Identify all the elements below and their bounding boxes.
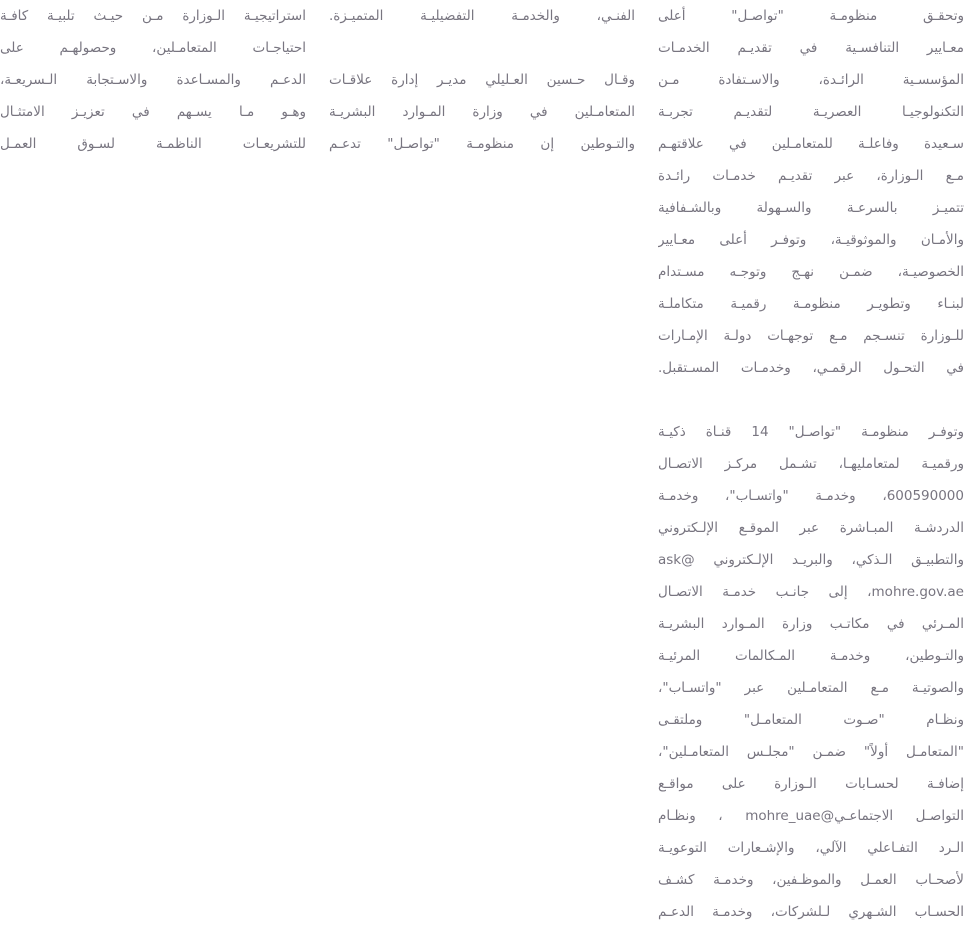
text-line: لبنـاء وتطويـر منظومـة رقميـة متكاملـة: [658, 296, 964, 312]
article-column-right: [658, 0, 964, 928]
text-line: للتشريعـات الناظمـة لسـوق العمـل: [0, 136, 306, 152]
text-line: تتميـز بالسرعـة والسـهولة وبالشـفافية: [658, 200, 964, 216]
text-line: mohre.gov.ae، إلى جانـب خدمـة الاتصـال: [658, 584, 964, 600]
text-line: المـرئي في مكاتـب وزارة المـوارد البشريـة: [658, 616, 964, 632]
text-line: [658, 384, 964, 416]
text-line: وتوفـر منظومـة "تواصـل" 14 قنـاة ذكيـة: [658, 424, 964, 440]
text-line: والتطبيـق الـذكي، والبريـد الإلـكتروني ask@‎: [658, 552, 964, 568]
text-line: التواصـل الاجتماعـي@mohre_uae ، ونظـام: [658, 808, 964, 824]
text-line: والتـوطين إن منظومـة "تواصـل" تدعـم: [329, 136, 635, 152]
text-line: الدردشـة المبـاشرة عبر الموقـع الإلـكتروني: [658, 520, 964, 536]
text-line: الحسـاب الشـهري لـلشركات، وخدمـة الدعـم: [658, 904, 964, 920]
text-line: المتعامـلين في وزارة المـوارد البشريـة: [329, 104, 635, 120]
text-line: الخصوصيـة، ضمـن نهـج وتوجـه مسـتدام: [658, 264, 964, 280]
text-line: الـرد التفـاعلي الآلي، والإشـعارات التوعويـة: [658, 840, 964, 856]
text-line: في التحـول الرقمـي، وخدمـات المسـتقبل.: [658, 360, 964, 376]
text-line: معـايير التنافسـية في تقديـم الخدمـات: [658, 40, 964, 56]
text-line: والصوتيـة مـع المتعامـلين عبر "واتسـاب"،: [658, 680, 964, 696]
text-line: إضافـة لحسـابات الـوزارة على مواقـع: [658, 776, 964, 792]
text-line: احتياجـات المتعامـلين، وحصولهـم على: [0, 40, 306, 56]
text-line: الدعـم والمسـاعدة والاسـتجابة الـسريعـة،: [0, 72, 306, 88]
text-line: التكنولوجيـا العصريـة لتقديـم تجربـة: [658, 104, 964, 120]
article-column-middle: [329, 0, 635, 160]
text-line: والأمـان والموثوقيـة، وتوفـر أعلى معـايير: [658, 232, 964, 248]
text-line: والتـوطين، وخدمـة المـكالمات المرئيـة: [658, 648, 964, 664]
text-line: وقـال حـسين العـليلي مديـر إدارة علاقـات: [329, 72, 635, 88]
text-line: استراتيجيـة الـوزارة مـن حيـث تلبيـة كافـة: [0, 8, 306, 24]
text-line: ونظـام "صـوت المتعامـل" وملتقـى: [658, 712, 964, 728]
text-line: [329, 32, 635, 64]
text-line: لأصحـاب العمـل والموظـفين، وخدمـة كشـف: [658, 872, 964, 888]
text-line: وتحقـق منظومـة "تواصـل" أعلى: [658, 8, 964, 24]
text-line: للـوزارة تنسـجم مـع توجهـات دولـة الإمـارات: [658, 328, 964, 344]
text-line: الفنـي، والخدمـة التفضيليـة المتميـزة.: [329, 8, 635, 24]
article-column-left: [0, 0, 306, 160]
text-line: ورقميـة لمتعامليهـا، تشـمل مركـز الاتصـال: [658, 456, 964, 472]
text-line: سـعيدة وفاعلـة للمتعامـلين في علاقتهـم: [658, 136, 964, 152]
text-line: مـع الـوزارة، عبر تقديـم خدمـات رائـدة: [658, 168, 964, 184]
text-line: وهـو مـا يسـهم في تعزيـز الامتثـال: [0, 104, 306, 120]
text-line: "المتعامـل أولاً" ضمـن "مجلـس المتعامـلين"،: [658, 744, 964, 760]
text-line: 600590000، وخدمـة "واتسـاب"، وخدمـة: [658, 488, 964, 504]
text-line: المؤسسـية الرائـدة، والاسـتفادة مـن: [658, 72, 964, 88]
